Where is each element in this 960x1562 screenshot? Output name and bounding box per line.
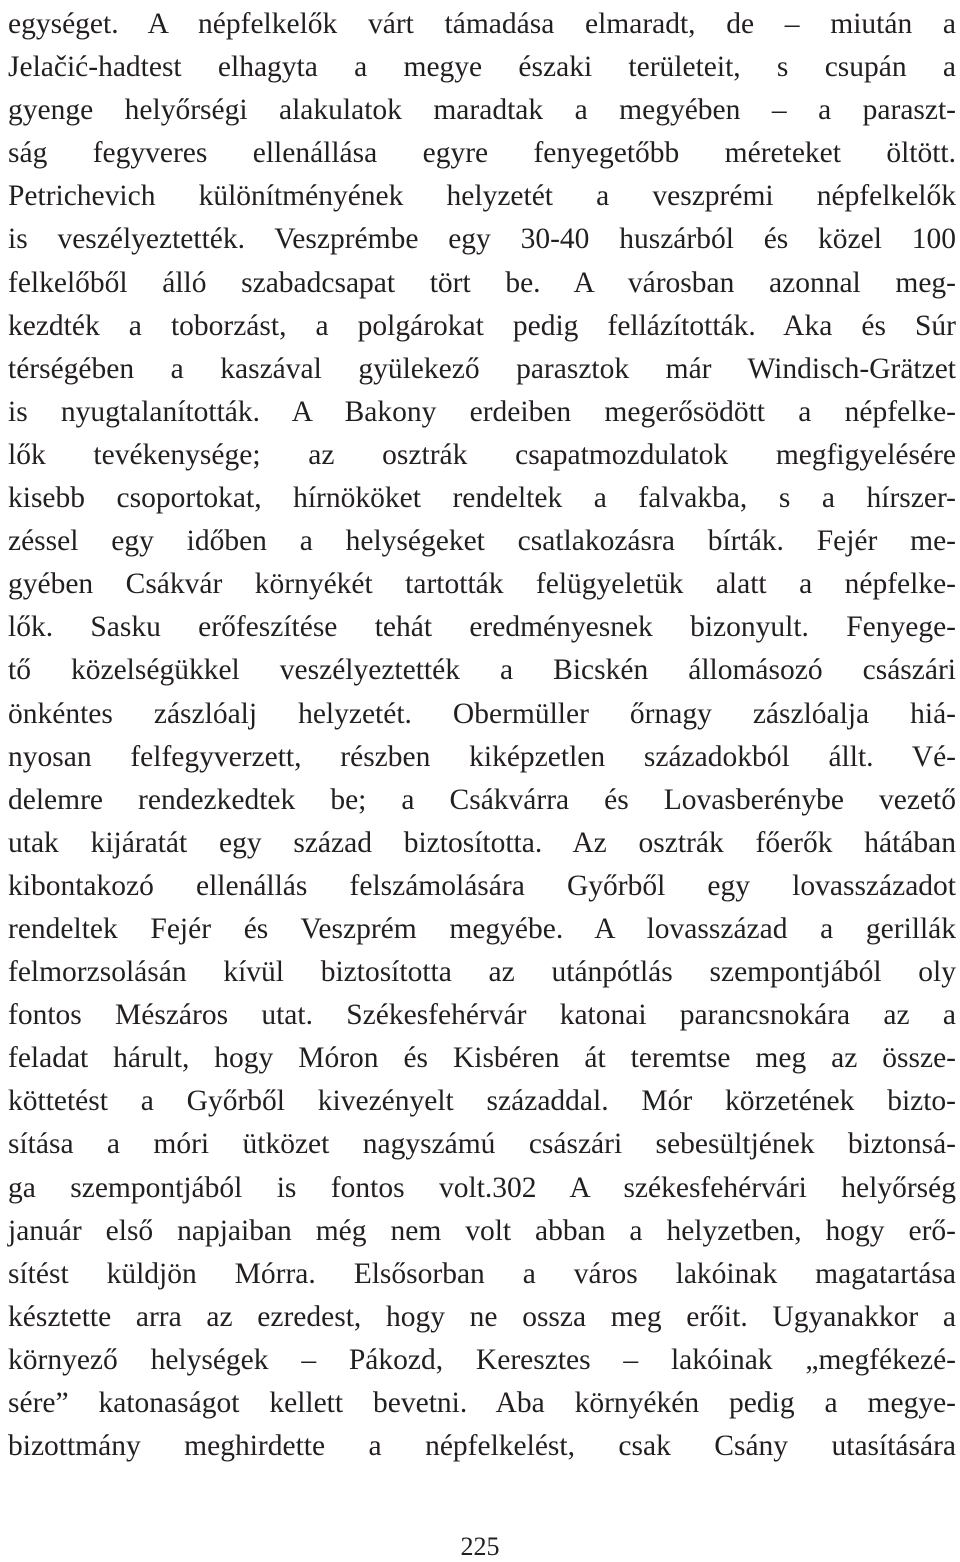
text-line: bizottmány meghirdette a népfelkelést, csak Csány utasítására xyxy=(8,1430,956,1463)
text-line: rendeltek Fejér és Veszprém megyébe. A lovasszázad a gerillák xyxy=(8,912,956,945)
text-line: feladat hárult, hogy Móron és Kisbéren át teremtse meg az össze- xyxy=(8,1042,956,1075)
text-line: térségében a kaszával gyülekező parasztok már Windisch-Grätzet xyxy=(8,352,956,385)
text-line: kisebb csoportokat, hírnököket rendeltek a falvakba, s a hírszer- xyxy=(8,482,956,515)
text-line: egységet. A népfelkelők várt támadása elmaradt, de – miután a xyxy=(8,8,956,40)
text-line: sítést küldjön Mórra. Elsősorban a város lakóinak magatartása xyxy=(8,1257,956,1290)
text-line: sítása a móri ütközet nagyszámú császári sebesültjének biztonsá- xyxy=(8,1128,956,1161)
page-number: 225 xyxy=(460,1532,500,1561)
text-line: Petrichevich különítményének helyzetét a veszprémi népfelkelők xyxy=(8,180,956,213)
text-line: késztette arra az ezredest, hogy ne ossza meg erőit. Ugyanakkor a xyxy=(8,1300,956,1333)
text-line: ság fegyveres ellenállása egyre fenyegetőbb méreteket öltött. xyxy=(8,137,956,170)
text-line: zéssel egy időben a helységeket csatlakozásra bírták. Fejér me- xyxy=(8,525,956,558)
text-line: január első napjaiban még nem volt abban a helyzetben, hogy erő- xyxy=(8,1214,956,1247)
text-line: környező helységek – Pákozd, Keresztes – lakóinak „megfékezé- xyxy=(8,1343,956,1376)
text-line: kezdték a toborzást, a polgárokat pedig fellázították. Aka és Súr xyxy=(8,309,956,342)
text-line: lők. Sasku erőfeszítése tehát eredményesnek bizonyult. Fenyege- xyxy=(8,611,956,644)
text-line: gyében Csákvár környékét tartották felügyeletük alatt a népfelke- xyxy=(8,568,956,601)
text-line: köttetést a Győrből kivezényelt századdal. Mór körzetének bizto- xyxy=(8,1085,956,1118)
text-line: önkéntes zászlóalj helyzetét. Obermüller őrnagy zászlóalja hiá- xyxy=(8,697,956,730)
text-line: delemre rendezkedtek be; a Csákvárra és Lovasberénybe vezető xyxy=(8,783,956,816)
text-line: is nyugtalanították. A Bakony erdeiben megerősödött a népfelke- xyxy=(8,395,956,428)
text-line: ga szempontjából is fontos volt.302 A székesfehérvári helyőrség xyxy=(8,1171,956,1204)
text-line: nyosan felfegyverzett, részben kiképzetlen századokból állt. Vé- xyxy=(8,740,956,773)
body-text xyxy=(8,3,956,1468)
text-line: felmorzsolásán kívül biztosította az utánpótlás szempontjából oly xyxy=(8,956,956,989)
text-line: utak kijáratát egy század biztosította. Az osztrák főerők hátában xyxy=(8,826,956,859)
text-line: kibontakozó ellenállás felszámolására Győrből egy lovasszázadot xyxy=(8,869,956,902)
text-line: sére” katonaságot kellett bevetni. Aba környékén pedig a megye- xyxy=(8,1387,956,1419)
text-line: Jelačić-hadtest elhagyta a megye északi területeit, s csupán a xyxy=(8,51,956,84)
text-line: felkelőből álló szabadcsapat tört be. A városban azonnal meg- xyxy=(8,266,956,299)
text-line: tő közelségükkel veszélyeztették a Bicskén állomásozó császári xyxy=(8,654,956,687)
text-line: lők tevékenysége; az osztrák csapatmozdulatok megfigyelésére xyxy=(8,438,956,471)
text-line: fontos Mészáros utat. Székesfehérvár katonai parancsnokára az a xyxy=(8,999,956,1032)
text-line: is veszélyeztették. Veszprémbe egy 30-40 huszárból és közel 100 xyxy=(8,223,956,256)
text-line: gyenge helyőrségi alakulatok maradtak a megyében – a paraszt- xyxy=(8,94,956,127)
